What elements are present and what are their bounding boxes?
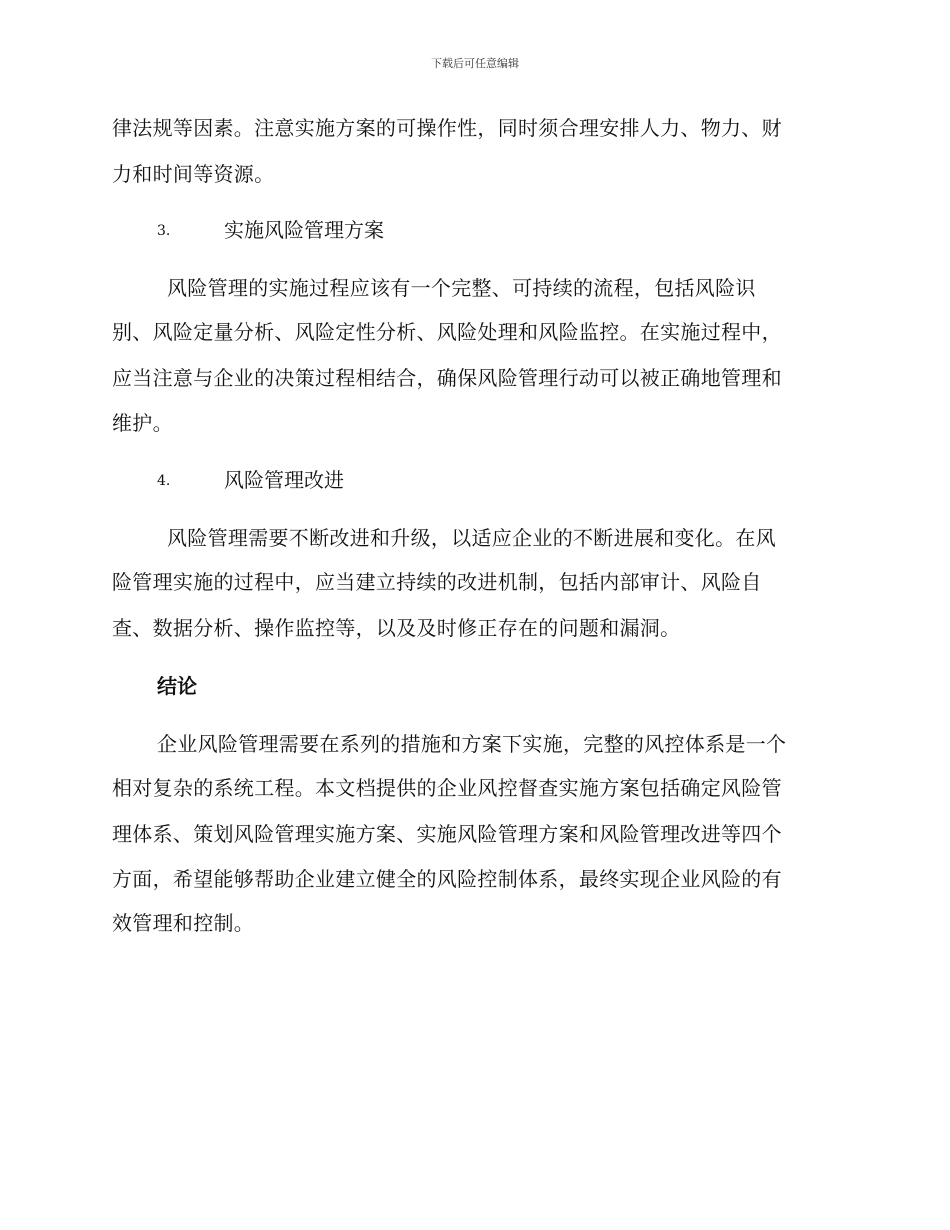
paragraph-line: 风险管理的实施过程应该有一个完整、可持续的流程，包括风险识 — [167, 276, 756, 300]
paragraph-line: 力和时间等资源。 — [112, 162, 275, 186]
section-title: 实施风险管理方案 — [224, 218, 384, 242]
paragraph-line: 维护。 — [112, 411, 173, 435]
paragraph-line: 风险管理需要不断改进和升级，以适应企业的不断进展和变化。在风 — [167, 526, 776, 550]
paragraph-line: 理体系、策划风险管理实施方案、实施风险管理方案和风险管理改进等四个 — [112, 822, 782, 846]
paragraph-line: 企业风险管理需要在系列的措施和方案下实施，完整的风控体系是一个 — [157, 732, 787, 756]
paragraph-line: 效管理和控制。 — [112, 911, 255, 935]
page-header: 下载后可任意编辑 — [431, 57, 519, 70]
section-number: 3. — [157, 223, 171, 239]
section-number: 4. — [157, 473, 171, 489]
section-title: 风险管理改进 — [224, 468, 344, 492]
paragraph-line: 应当注意与企业的决策过程相结合，确保风险管理行动可以被正确地管理和 — [112, 366, 782, 390]
paragraph-line: 险管理实施的过程中，应当建立持续的改进机制，包括内部审计、风险自 — [112, 570, 762, 594]
paragraph-line: 律法规等因素。注意实施方案的可操作性，同时须合理安排人力、物力、财 — [112, 116, 782, 140]
paragraph-line: 别、风险定量分析、风险定性分析、风险处理和风险监控。在实施过程中， — [112, 320, 782, 344]
paragraph-line: 方面，希望能够帮助企业建立健全的风险控制体系，最终实现企业风险的有 — [112, 867, 782, 891]
paragraph-line: 相对复杂的系统工程。本文档提供的企业风控督查实施方案包括确定风险管 — [112, 776, 782, 800]
conclusion-heading: 结论 — [157, 674, 197, 698]
paragraph-line: 查、数据分析、操作监控等，以及及时修正存在的问题和漏洞。 — [112, 616, 681, 640]
